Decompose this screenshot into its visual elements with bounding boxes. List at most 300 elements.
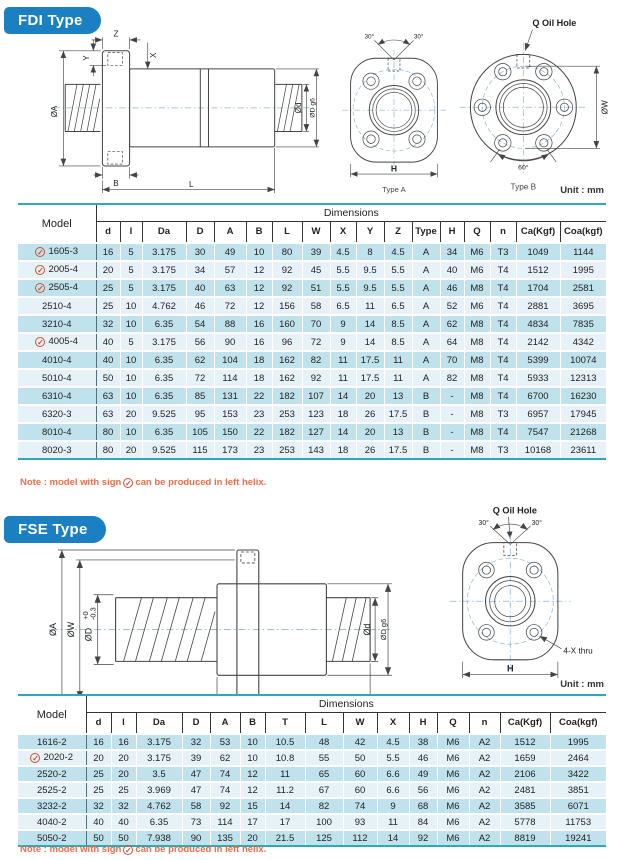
column-header: Type — [412, 221, 440, 243]
dimension-cell: A2 — [469, 766, 500, 782]
dimension-cell: M8 — [464, 423, 490, 441]
dimension-cell: 95 — [186, 405, 214, 423]
dimension-cell: 34 — [186, 261, 214, 279]
dimension-cell: 12313 — [560, 369, 606, 387]
column-header: Coa(kgf) — [560, 221, 606, 243]
dimension-cell: 47 — [182, 766, 210, 782]
column-header: X — [377, 712, 409, 734]
dimension-cell: 15 — [240, 798, 265, 814]
model-number: 1605-3 — [48, 246, 79, 258]
model-number: 3210-4 — [41, 318, 72, 330]
dimension-cell: 5.5 — [384, 261, 412, 279]
dimension-cell: 22 — [246, 423, 272, 441]
dimension-cell: 11 — [265, 766, 305, 782]
dimension-cell: 16 — [86, 734, 111, 750]
dimension-cell: A2 — [469, 830, 500, 846]
dimension-cell: 92 — [302, 369, 330, 387]
svg-text:4-X thru: 4-X thru — [563, 646, 593, 656]
dimension-cell: A — [412, 261, 440, 279]
dimension-cell: A — [412, 369, 440, 387]
model-cell — [18, 441, 96, 459]
dimension-cell: M8 — [464, 333, 490, 351]
left-helix-check-icon: ✓ — [37, 265, 44, 275]
dimension-cell: 1512 — [500, 734, 550, 750]
dimension-cell: 62 — [440, 315, 464, 333]
left-helix-check-icon: ✓ — [124, 846, 132, 855]
dimension-cell: 2881 — [516, 297, 560, 315]
dimension-cell: 39 — [182, 750, 210, 766]
dimension-cell: 5778 — [500, 814, 550, 830]
dimension-cell: M6 — [437, 734, 469, 750]
column-header: A — [210, 712, 240, 734]
dimension-cell: 11 — [330, 369, 356, 387]
dimension-cell: 125 — [305, 830, 343, 846]
dimension-cell: 40 — [186, 279, 214, 297]
dimension-cell: 4.5 — [377, 734, 409, 750]
svg-text:ØD g6: ØD g6 — [309, 98, 317, 118]
dimension-cell: 11 — [330, 351, 356, 369]
dimension-cell: 4.5 — [330, 243, 356, 261]
dimension-cell: 20 — [96, 261, 120, 279]
dimension-cell: 16 — [246, 315, 272, 333]
model-number: 2520-2 — [36, 768, 67, 780]
dimension-cell: 4.5 — [384, 243, 412, 261]
model-column-header: Model — [18, 695, 86, 734]
dimension-cell: 14 — [330, 423, 356, 441]
dimension-cell: 6.35 — [142, 351, 186, 369]
dimension-cell: 7835 — [560, 315, 606, 333]
dimension-cell: 12 — [240, 782, 265, 798]
fdi-dimensions-table — [18, 203, 606, 460]
svg-text:-0.3: -0.3 — [88, 607, 98, 621]
svg-text:Type A: Type A — [382, 184, 406, 194]
dimension-cell: 153 — [214, 405, 246, 423]
svg-text:L: L — [188, 179, 194, 189]
dimension-cell: 6.6 — [377, 766, 409, 782]
dimension-cell: 13 — [384, 387, 412, 405]
dimension-cell: 11 — [384, 369, 412, 387]
table-row — [18, 369, 606, 387]
dimension-cell: 8.5 — [384, 333, 412, 351]
dimension-cell: 10 — [120, 423, 142, 441]
dimension-cell: - — [440, 387, 464, 405]
dimension-cell: 3.175 — [142, 333, 186, 351]
dimension-cell: 58 — [302, 297, 330, 315]
table-row — [18, 315, 606, 333]
dimension-cell: 3585 — [500, 798, 550, 814]
model-number: 1616-2 — [36, 736, 67, 748]
dimension-cell: M6 — [437, 782, 469, 798]
dimension-cell: 114 — [210, 814, 240, 830]
model-number: 2020-2 — [43, 752, 74, 764]
dimension-cell: 162 — [272, 351, 302, 369]
column-header: Q — [437, 712, 469, 734]
dimension-cell: 20 — [356, 423, 384, 441]
dimension-cell: 92 — [409, 830, 437, 846]
dimension-cell: 55 — [305, 750, 343, 766]
dimension-cell: 18 — [246, 351, 272, 369]
dimension-cell: 10 — [246, 243, 272, 261]
dimension-cell: 92 — [272, 261, 302, 279]
dimension-cell: - — [440, 423, 464, 441]
model-cell — [18, 734, 86, 750]
dimension-cell: M6 — [437, 814, 469, 830]
dimension-cell: 14 — [356, 315, 384, 333]
dimension-cell: 17 — [265, 814, 305, 830]
dimension-cell: 7547 — [516, 423, 560, 441]
dimension-cell: T4 — [490, 279, 516, 297]
dimension-cell: 96 — [272, 333, 302, 351]
dimension-cell: 42 — [343, 734, 377, 750]
dimension-cell: 50 — [111, 830, 136, 846]
dimension-cell: 32 — [111, 798, 136, 814]
dimension-cell: T4 — [490, 261, 516, 279]
svg-text:ØW: ØW — [65, 621, 76, 638]
dimension-cell: 12 — [246, 297, 272, 315]
column-header-row — [18, 221, 606, 243]
dimension-cell: 2464 — [550, 750, 606, 766]
dimension-cell: 3422 — [550, 766, 606, 782]
column-header: l — [120, 221, 142, 243]
dimension-cell: T4 — [490, 333, 516, 351]
dimension-cell: M6 — [437, 798, 469, 814]
left-helix-note: Note : model with sign ✓ can be produced in left helix. — [20, 844, 267, 855]
dimension-cell: M8 — [464, 387, 490, 405]
dimension-cell: 17.5 — [356, 351, 384, 369]
dimension-cell: 107 — [302, 387, 330, 405]
model-cell — [18, 369, 96, 387]
dimension-cell: 6.35 — [136, 814, 182, 830]
dimension-cell: 2581 — [560, 279, 606, 297]
dimension-cell: 92 — [272, 279, 302, 297]
dimension-cell: 6.35 — [142, 315, 186, 333]
svg-text:60°: 60° — [518, 164, 529, 172]
fse-front-view-drawing — [426, 504, 600, 692]
svg-text:Y: Y — [81, 55, 91, 61]
left-helix-check-icon: ✓ — [37, 247, 44, 257]
svg-text:Z: Z — [113, 29, 119, 39]
dimension-cell: 11 — [384, 351, 412, 369]
dimension-cell: 90 — [214, 333, 246, 351]
model-number: 6310-4 — [41, 390, 72, 402]
svg-text:ØW: ØW — [600, 100, 610, 115]
left-helix-check-icon: ✓ — [37, 337, 44, 347]
dimension-cell: 39 — [302, 243, 330, 261]
svg-text:H: H — [390, 163, 398, 174]
dimension-cell: 114 — [214, 369, 246, 387]
dimension-cell: 135 — [210, 830, 240, 846]
dimension-cell: 3.969 — [136, 782, 182, 798]
dimension-cell: 21268 — [560, 423, 606, 441]
dimension-cell: M6 — [437, 830, 469, 846]
svg-text:Ød: Ød — [362, 623, 373, 636]
dimension-cell: A — [412, 243, 440, 261]
column-header: X — [330, 221, 356, 243]
model-column-header: Model — [18, 204, 96, 243]
dimension-cell: 23611 — [560, 441, 606, 459]
fse-type-badge: FSE Type — [4, 516, 106, 543]
dimension-cell: 8 — [356, 243, 384, 261]
column-header: n — [490, 221, 516, 243]
dimension-cell: 9.5 — [356, 279, 384, 297]
left-helix-check-icon: ✓ — [37, 283, 44, 293]
dimension-cell: 3.175 — [142, 243, 186, 261]
dimension-cell: 17945 — [560, 405, 606, 423]
column-header: Da — [136, 712, 182, 734]
dimension-cell: 253 — [272, 441, 302, 459]
dimension-cell: M8 — [464, 279, 490, 297]
dimension-cell: 1512 — [516, 261, 560, 279]
dimension-cell: T4 — [490, 369, 516, 387]
dimension-cell: 4.762 — [142, 297, 186, 315]
dimension-cell: 56 — [409, 782, 437, 798]
column-header: H — [440, 221, 464, 243]
dimension-cell: 112 — [343, 830, 377, 846]
dimension-cell: A2 — [469, 814, 500, 830]
dimension-cell: M6 — [437, 750, 469, 766]
table-row — [18, 423, 606, 441]
dimension-cell: 63 — [214, 279, 246, 297]
table-row — [18, 734, 606, 750]
dimension-cell: 92 — [210, 798, 240, 814]
model-cell — [18, 387, 96, 405]
dimension-cell: 5933 — [516, 369, 560, 387]
dimension-cell: B — [412, 405, 440, 423]
dimension-cell: 16 — [96, 243, 120, 261]
column-header: n — [469, 712, 500, 734]
column-header: Y — [356, 221, 384, 243]
dimension-cell: M8 — [464, 441, 490, 459]
dimension-cell: 21.5 — [265, 830, 305, 846]
dimension-cell: A — [412, 297, 440, 315]
svg-text:Type B: Type B — [510, 182, 537, 192]
svg-text:B: B — [113, 178, 119, 188]
dimension-cell: 6.5 — [330, 297, 356, 315]
dimension-cell: 9.5 — [356, 261, 384, 279]
dimension-cell: 131 — [214, 387, 246, 405]
dimension-cell: 25 — [86, 766, 111, 782]
column-header: Ca(Kgf) — [500, 712, 550, 734]
dimension-cell: - — [440, 441, 464, 459]
left-helix-note: Note : model with sign ✓ can be produced in left helix. — [20, 477, 267, 488]
dimension-cell: 16 — [111, 734, 136, 750]
dimension-cell: 127 — [302, 423, 330, 441]
dimension-cell: 3851 — [550, 782, 606, 798]
dimension-cell: 70 — [302, 315, 330, 333]
dimension-cell: 54 — [186, 315, 214, 333]
dimension-cell: 90 — [182, 830, 210, 846]
dimension-cell: 17.5 — [384, 441, 412, 459]
dimension-cell: 46 — [440, 279, 464, 297]
dimension-cell: T4 — [490, 423, 516, 441]
dimension-cell: 6071 — [550, 798, 606, 814]
dimension-cell: 173 — [214, 441, 246, 459]
dimension-cell: 9 — [377, 798, 409, 814]
dimension-cell: 26 — [356, 405, 384, 423]
dimension-cell: 74 — [343, 798, 377, 814]
dimension-cell: 67 — [305, 782, 343, 798]
dimension-cell: A — [412, 315, 440, 333]
table-row — [18, 333, 606, 351]
dimension-cell: 10 — [240, 734, 265, 750]
fse-dimensions-table — [18, 694, 606, 847]
dimension-cell: 20 — [86, 750, 111, 766]
dimension-cell: A2 — [469, 782, 500, 798]
dimension-cell: 22 — [246, 387, 272, 405]
dimension-cell: 115 — [186, 441, 214, 459]
dimension-cell: 19241 — [550, 830, 606, 846]
dimension-cell: 100 — [305, 814, 343, 830]
svg-text:X: X — [148, 52, 158, 59]
dimension-cell: 25 — [96, 297, 120, 315]
svg-text:ØA: ØA — [50, 105, 60, 118]
dimension-cell: 6.5 — [384, 297, 412, 315]
column-header: d — [86, 712, 111, 734]
model-number: 2005-4 — [48, 264, 79, 276]
dimension-cell: 10 — [120, 351, 142, 369]
dimension-cell: 160 — [272, 315, 302, 333]
dimension-cell: 10 — [120, 369, 142, 387]
table-row — [18, 387, 606, 405]
model-cell — [18, 405, 96, 423]
dimensions-group-header: Dimensions — [86, 695, 606, 712]
dimension-cell: 11753 — [550, 814, 606, 830]
dimension-cell: 1704 — [516, 279, 560, 297]
dimension-cell: 9 — [330, 333, 356, 351]
dimension-cell: 12 — [246, 279, 272, 297]
dimension-cell: 20 — [356, 387, 384, 405]
dimension-cell: T4 — [490, 351, 516, 369]
dimension-cell: 5.5 — [330, 279, 356, 297]
dimension-cell: 53 — [210, 734, 240, 750]
dimension-cell: 10.8 — [265, 750, 305, 766]
dimension-cell: 62 — [210, 750, 240, 766]
dimension-cell: 60 — [343, 766, 377, 782]
dimension-cell: 123 — [302, 405, 330, 423]
dimension-cell: 60 — [343, 782, 377, 798]
dimension-cell: 23 — [246, 441, 272, 459]
dimension-cell: 63 — [96, 387, 120, 405]
dimension-cell: 3695 — [560, 297, 606, 315]
dimension-cell: 10 — [120, 387, 142, 405]
column-header: l — [111, 712, 136, 734]
dimension-cell: 10 — [120, 315, 142, 333]
column-header: D — [182, 712, 210, 734]
dimension-cell: 17.5 — [384, 405, 412, 423]
dimension-cell: 104 — [214, 351, 246, 369]
dimension-cell: 4.762 — [136, 798, 182, 814]
dimension-cell: 182 — [272, 387, 302, 405]
dimension-cell: 16230 — [560, 387, 606, 405]
dimension-cell: M6 — [437, 766, 469, 782]
dimension-cell: 82 — [305, 798, 343, 814]
dimension-cell: 50 — [86, 830, 111, 846]
table-row — [18, 441, 606, 459]
oil-hole-label: Q Oil Hole — [532, 18, 577, 29]
model-cell — [18, 766, 86, 782]
svg-text:ØA: ØA — [47, 623, 58, 637]
dimension-cell: M8 — [464, 315, 490, 333]
dimension-cell: B — [412, 387, 440, 405]
model-number: 5050-2 — [36, 832, 67, 844]
dimension-cell: 2481 — [500, 782, 550, 798]
table-row — [18, 405, 606, 423]
svg-text:+0: +0 — [80, 611, 90, 620]
dimension-cell: A — [412, 351, 440, 369]
fdi-side-view-drawing — [48, 28, 320, 196]
oil-hole-label: Q Oil Hole — [492, 505, 537, 516]
svg-text:30°: 30° — [413, 33, 424, 41]
dimension-cell: 1659 — [500, 750, 550, 766]
model-cell — [18, 798, 86, 814]
model-number: 2525-2 — [36, 784, 67, 796]
dimension-cell: M8 — [464, 369, 490, 387]
column-header: T — [265, 712, 305, 734]
dimension-cell: 11 — [356, 297, 384, 315]
model-number: 4010-4 — [41, 354, 72, 366]
unit-label: Unit : mm — [560, 185, 604, 196]
column-header: W — [343, 712, 377, 734]
dimension-cell: 7.938 — [136, 830, 182, 846]
dimension-cell: 64 — [440, 333, 464, 351]
dimension-cell: 32 — [86, 798, 111, 814]
dimension-cell: 4342 — [560, 333, 606, 351]
dimension-cell: 50 — [96, 369, 120, 387]
dimension-cell: 14 — [265, 798, 305, 814]
model-cell — [18, 782, 86, 798]
column-header: D — [186, 221, 214, 243]
svg-text:30°: 30° — [364, 33, 375, 41]
column-header: Coa(kgf) — [550, 712, 606, 734]
table-row — [18, 798, 606, 814]
dimension-cell: 40 — [96, 333, 120, 351]
model-number: 3232-2 — [36, 800, 67, 812]
dimension-cell: B — [412, 423, 440, 441]
dimension-cell: 11 — [377, 814, 409, 830]
dimension-cell: 143 — [302, 441, 330, 459]
dimension-cell: 3.5 — [136, 766, 182, 782]
dimension-cell: 9.525 — [142, 405, 186, 423]
column-header: d — [96, 221, 120, 243]
column-header: L — [305, 712, 343, 734]
dimension-cell: 40 — [111, 814, 136, 830]
dimension-cell: 156 — [272, 297, 302, 315]
dimension-cell: A — [412, 333, 440, 351]
dimension-cell: 6.35 — [142, 369, 186, 387]
dimension-cell: 40 — [96, 351, 120, 369]
column-header: Da — [142, 221, 186, 243]
dimension-cell: 74 — [210, 782, 240, 798]
dimension-cell: 62 — [186, 351, 214, 369]
fdi-type-badge: FDI Type — [4, 7, 101, 34]
dimension-cell: 3.175 — [142, 279, 186, 297]
dimension-cell: 45 — [302, 261, 330, 279]
dimension-cell: 72 — [186, 369, 214, 387]
dimension-cell: 6.35 — [142, 387, 186, 405]
column-header: Ca(Kgf) — [516, 221, 560, 243]
dimension-cell: 49 — [214, 243, 246, 261]
svg-text:H: H — [506, 663, 514, 674]
dimension-cell: 5 — [120, 279, 142, 297]
dimension-cell: 12 — [246, 261, 272, 279]
dimension-cell: B — [412, 441, 440, 459]
model-cell — [18, 279, 96, 297]
fdi-type-a-drawing — [330, 31, 458, 197]
model-cell — [18, 297, 96, 315]
svg-text:Ød: Ød — [293, 102, 303, 114]
model-cell — [18, 261, 96, 279]
dimension-cell: 34 — [440, 243, 464, 261]
